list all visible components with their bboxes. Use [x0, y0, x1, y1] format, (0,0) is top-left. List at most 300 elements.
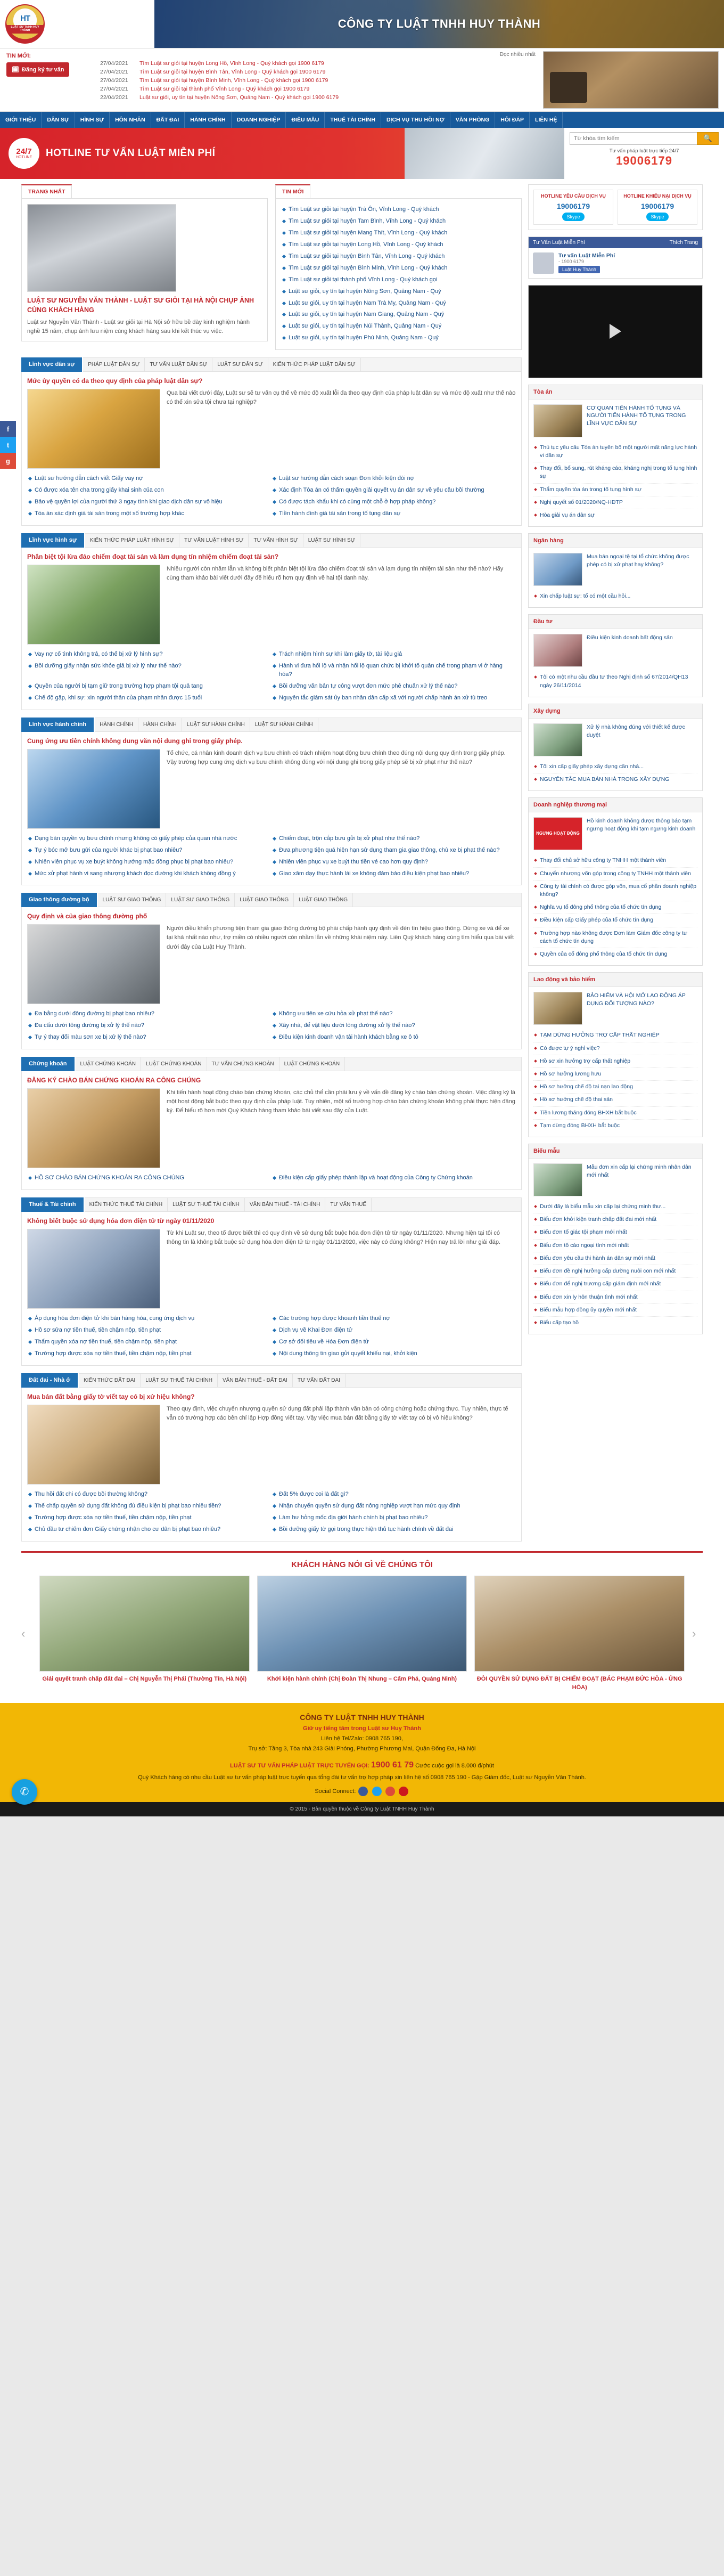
section-lead[interactable]: Quy định và của giao thông đường phố: [27, 912, 147, 920]
list-item[interactable]: [27, 1172, 272, 1184]
list-item[interactable]: [533, 590, 697, 602]
section-link[interactable]: Đưa phương tiện quá hiện hạn sử dụng tham gia giao thông, chủ xe bị phạt thế nào?: [279, 846, 500, 853]
news-title[interactable]: Tìm Luật sư giỏi tại thành phố Vĩnh Long - Quý khách gọi 1900 6179: [139, 86, 310, 92]
sidebar-link[interactable]: Dưới đây là biểu mẫu xin cấp lại chứng minh thư...: [540, 1203, 666, 1210]
section-link[interactable]: Điều kiện cấp giấy phép thành lập và hoạt động của Công ty Chứng khoán: [279, 1175, 473, 1181]
list-item[interactable]: [272, 681, 516, 692]
list-item[interactable]: [272, 692, 516, 704]
section-link[interactable]: Tự ý thay đổi màu sơn xe bị xử lý thế nào?: [35, 1034, 146, 1041]
nav-item-thu-hoi-no[interactable]: DỊCH VỤ THU HỒI NỢ: [381, 112, 450, 128]
nav-item-lien-he[interactable]: LIÊN HỆ: [530, 112, 563, 128]
list-item[interactable]: [272, 508, 516, 520]
section-link[interactable]: Mức xử phạt hành vi sang nhượng khách đọc đường khi khách không đồng ý: [35, 870, 236, 877]
section-link[interactable]: Đa cấu dưới tông đường bị xử lý thế nào?: [35, 1022, 144, 1029]
section-link[interactable]: Các trường hợp được khoanh tiền thuế nợ: [279, 1315, 390, 1322]
section-link[interactable]: Nhiên viên phục vụ xe buýt thu tiền vé cao hơn quy định?: [279, 858, 428, 865]
sidebar-link[interactable]: Thay đổi chủ sở hữu công ty TNHH một thành viên: [540, 857, 667, 864]
sidebar-link[interactable]: Biểu đơn tố giác tội phạm mới nhất: [540, 1229, 627, 1236]
google-plus-icon[interactable]: [385, 1787, 395, 1796]
list-item[interactable]: [272, 1172, 516, 1184]
list-item[interactable]: [272, 1524, 516, 1536]
list-item[interactable]: [533, 1042, 697, 1055]
list-item[interactable]: [533, 442, 697, 462]
section-link[interactable]: Điều kiện kinh doanh vận tải hành khách bằng xe ô tô: [279, 1034, 418, 1041]
sidebar-featured-title[interactable]: Xử lý nhà không đúng với thiết kế được duyệt: [587, 723, 685, 738]
section-link[interactable]: Có được tách khẩu khi có cùng một chỗ ở hợp pháp không?: [279, 499, 436, 506]
share-twitter-icon[interactable]: t: [0, 437, 16, 453]
new-post-link[interactable]: Luật sư giỏi, uy tín tại huyện Nông Sơn, Quảng Nam - Quý: [289, 288, 441, 295]
sidebar-link[interactable]: Tạm dừng đóng BHXH bắt buộc: [540, 1122, 620, 1129]
list-item[interactable]: [533, 881, 697, 901]
sidebar-featured-title[interactable]: Điều kiện kinh doanh bất động sản: [587, 634, 673, 641]
section-link[interactable]: Bồi dưỡng giấy tờ gọi trong thực hiện thủ tục hành chính về đất đai: [279, 1526, 454, 1532]
list-item[interactable]: [27, 1313, 272, 1325]
featured-article[interactable]: [27, 204, 262, 292]
section-link[interactable]: Hồ sơ sửa nợ tiền thuế, tiền chậm nộp, tiền phạt: [35, 1327, 161, 1334]
list-item[interactable]: [533, 868, 697, 881]
list-item[interactable]: [27, 485, 272, 496]
list-item[interactable]: [27, 1325, 272, 1336]
section-tab[interactable]: KIẾN THỨC ĐẤT ĐAI: [79, 1374, 141, 1387]
list-item[interactable]: [281, 274, 516, 286]
list-item[interactable]: [272, 1020, 516, 1032]
section-link[interactable]: Thu hồi đất chi có được bồi thường không?: [35, 1490, 148, 1497]
list-item[interactable]: [27, 1008, 272, 1020]
sidebar-link[interactable]: Nghĩa vụ tổ đông phổ thông của tổ chức tín dụng: [540, 904, 662, 911]
section-tab[interactable]: LUẬT SƯ HÀNH CHÍNH: [182, 718, 250, 731]
section-link[interactable]: Tự ý bóc mở bưu gửi của người khác bị phạt bao nhiêu?: [35, 846, 183, 853]
section-link[interactable]: Luật sư hướng dẫn cách viết Giấy vay nợ: [35, 475, 143, 482]
list-item[interactable]: [533, 1055, 697, 1068]
list-item[interactable]: [533, 496, 697, 509]
call-fab-button[interactable]: [12, 1779, 37, 1805]
section-tab[interactable]: KIẾN THỨC PHÁP LUẬT DÂN SỰ: [268, 358, 361, 371]
sidebar-featured[interactable]: [533, 1163, 697, 1196]
list-item[interactable]: [272, 1008, 516, 1020]
nav-item-van-phong[interactable]: VĂN PHÒNG: [450, 112, 496, 128]
list-item[interactable]: [272, 496, 516, 508]
featured-title[interactable]: LUẬT SƯ NGUYỄN VĂN THÀNH - LUẬT SƯ GIỎI TẠI HÀ NỘI CHỤP ẢNH CÙNG KHÁCH HÀNG: [27, 297, 254, 314]
list-item[interactable]: [281, 227, 516, 239]
footer-contact[interactable]: Liên hệ Tel/Zalo: 0908 765 190,: [321, 1735, 403, 1742]
list-item[interactable]: [533, 1291, 697, 1304]
tabbar-trang-nhat[interactable]: [21, 184, 268, 198]
section-tabs[interactable]: [85, 533, 522, 548]
list-item[interactable]: [27, 1020, 272, 1032]
new-post-link[interactable]: Luật sư giỏi, uy tín tại huyện Núi Thành, Quảng Nam - Quý: [289, 323, 442, 330]
list-item[interactable]: [533, 1252, 697, 1265]
section-tab[interactable]: PHÁP LUẬT DÂN SỰ: [83, 358, 145, 371]
list-item[interactable]: [533, 1317, 697, 1329]
list-item[interactable]: [281, 251, 516, 263]
section-tab[interactable]: LUẬT CHỨNG KHOÁN: [141, 1057, 207, 1071]
tab-tin-moi[interactable]: TIN MỚI: [275, 184, 310, 198]
list-item[interactable]: [533, 1094, 697, 1106]
section-tab[interactable]: LUẬT SƯ GIAO THÔNG: [166, 893, 235, 907]
list-item[interactable]: [281, 309, 516, 321]
section-link[interactable]: Nhiên viên phục vụ xe buýt không hướng mặc đồng phục bị phạt bao nhiêu?: [35, 858, 233, 865]
tabbar-tin-moi[interactable]: [275, 184, 522, 198]
section-lead[interactable]: Mua bán đất bằng giấy tờ viết tay có bị xử hiệu không?: [27, 1392, 195, 1400]
section-lead[interactable]: Mức ủy quyền có đa theo quy định của pháp luật dân sự?: [27, 377, 203, 385]
sidebar-featured[interactable]: [533, 553, 697, 586]
nav-item-dan-su[interactable]: DÂN SỰ: [42, 112, 75, 128]
list-item[interactable]: [533, 948, 697, 960]
section-link[interactable]: Không ưu tiên xe cứu hỏa xử phạt thế nào?: [279, 1010, 393, 1017]
section-tab[interactable]: KIẾN THỨC PHÁP LUẬT HÌNH SỰ: [85, 534, 179, 547]
share-googleplus-icon[interactable]: g: [0, 453, 16, 469]
section-link[interactable]: Trường hợp được xóa nợ tiền thuế, tiền chậm nộp, tiền phạt: [35, 1350, 192, 1357]
list-item[interactable]: [281, 321, 516, 332]
new-post-link[interactable]: Luật sư giỏi, uy tín tại huyện Nam Trà My, Quảng Nam - Quý: [289, 299, 446, 306]
new-post-link[interactable]: Tìm Luật sư giỏi tại huyện Trà Ôn, Vĩnh Long - Quý khách: [289, 206, 439, 213]
hotline-complaint-number[interactable]: 19006179: [640, 201, 674, 210]
sidebar-featured-title[interactable]: BẢO HIỂM VÀ HỘI MỞ LAO ĐỘNG ÁP DỤNG ĐỐI TƯỢNG NÀO?: [587, 992, 686, 1007]
sidebar-link[interactable]: Công ty tài chính có được góp vốn, mua cổ phần doanh nghiệp không?: [540, 883, 697, 898]
list-item[interactable]: [272, 473, 516, 485]
skype-button[interactable]: Skype: [646, 213, 668, 221]
new-post-link[interactable]: Luật sư giỏi, uy tín tại huyện Phú Ninh, Quảng Nam - Quý: [289, 335, 439, 341]
section-tab[interactable]: LUẬT GIAO THÔNG: [294, 893, 353, 907]
section-tab[interactable]: TƯ VẤN CHỨNG KHOÁN: [207, 1057, 279, 1071]
sidebar-link[interactable]: Tiền lương tháng đóng BHXH bắt buộc: [540, 1109, 637, 1116]
hotline-service-number[interactable]: 19006179: [556, 201, 590, 210]
facebook-icon[interactable]: [358, 1787, 368, 1796]
sidebar-link[interactable]: Xin chấp luật sự: tổ có một cầu hỏi...: [540, 593, 631, 600]
section-link[interactable]: Trường hợp được xóa nợ tiền thuế, tiền chậm nộp, tiền phạt: [35, 1514, 192, 1521]
section-link[interactable]: Chiếm đoạt, trộn cắp bưu gửi bị xử phạt như thế nào?: [279, 835, 420, 842]
section-lead[interactable]: Cung ứng ưu tiên chính không dung văn nội dung ghi trong giấy phép.: [27, 737, 243, 745]
section-tab[interactable]: HÀNH CHÍNH: [95, 718, 138, 731]
list-item[interactable]: [272, 485, 516, 496]
header-video[interactable]: [543, 51, 719, 109]
list-item[interactable]: [533, 901, 697, 914]
list-item[interactable]: [272, 1336, 516, 1348]
section-link[interactable]: Làm hư hỏng mốc địa giới hành chính bị phạt bao nhiêu?: [279, 1514, 428, 1521]
section-link[interactable]: Dạng bản quyền vụ bưu chính nhưng không có giấy phép của quan nhà nước: [35, 835, 237, 842]
news-title[interactable]: Tìm Luật sư giỏi tại huyện Bình Minh, Vĩnh Long - Quý khách gọi 1900 6179: [139, 77, 328, 84]
sidebar-featured[interactable]: [533, 817, 697, 850]
list-item[interactable]: [533, 1240, 697, 1252]
customer-card[interactable]: [39, 1576, 250, 1684]
section-link[interactable]: Xây nhà, để vật liệu dưới lòng đường xử lý thế nào?: [279, 1022, 415, 1029]
hotline-service[interactable]: [533, 190, 613, 225]
sidebar-link[interactable]: Thủ tục yêu cầu Tòa án tuyên bố một người mất năng lực hành vi dân sự: [540, 444, 697, 459]
sidebar-featured[interactable]: [533, 404, 697, 437]
section-link[interactable]: Bồi dưỡng giấy nhận sức khỏe giả bị xử lý như thế nào?: [35, 662, 182, 669]
list-item[interactable]: [272, 868, 516, 880]
section-link[interactable]: Bồi dưỡng văn bản tự công vượt đơn mức phê chuẩn xử lý thế nào?: [279, 682, 458, 689]
list-item[interactable]: [533, 1278, 697, 1291]
sidebar-link[interactable]: Biểu đơn đề nghị hưởng cấp dưỡng nuôi con mới nhất: [540, 1268, 676, 1275]
news-title[interactable]: Tìm Luật sư giỏi tại huyện Bình Tân, Vĩnh Long - Quý khách gọi 1900 6179: [139, 69, 326, 75]
section-link[interactable]: Nhận chuyển quyền sử dụng đất nông nghiệp vượt hạn mức quy định: [279, 1502, 460, 1509]
list-item[interactable]: [272, 1313, 516, 1325]
new-post-link[interactable]: Tìm Luật sư giỏi tại huyện Bình Tân, Vĩnh Long - Quý khách: [289, 252, 445, 259]
section-link[interactable]: Tòa án xác định giá tài sản trong một số trường hợp khác: [35, 510, 185, 517]
section-link[interactable]: Áp dụng hóa đơn điện tử khi bán hàng hóa, cung ứng dịch vụ: [35, 1315, 195, 1322]
list-item[interactable]: [533, 671, 697, 691]
sidebar-link[interactable]: Biểu đơn tố cáo ngoại tình mới nhất: [540, 1242, 629, 1249]
customer-card[interactable]: [474, 1576, 685, 1692]
nav-item-hoi-dap[interactable]: HỎI ĐÁP: [495, 112, 530, 128]
sidebar-featured[interactable]: [533, 723, 697, 756]
list-item[interactable]: [27, 692, 272, 704]
list-item[interactable]: [533, 462, 697, 483]
sidebar-link[interactable]: Có được tự ý nghỉ việc?: [540, 1045, 600, 1051]
fb-like-button[interactable]: Luật Huy Thành: [558, 266, 600, 273]
sidebar-link[interactable]: Trường hợp nào không được Đơn làm Giám đốc công ty tư cách tổ chức tín dụng: [540, 930, 688, 944]
search-hotline-number[interactable]: 19006179: [616, 154, 672, 167]
carousel-next-icon[interactable]: ›: [692, 1627, 696, 1641]
section-tab[interactable]: LUẬT SƯ THUẾ TÀI CHÍNH: [141, 1374, 218, 1387]
section-tab[interactable]: TƯ VẤN ĐẤT ĐAI: [293, 1374, 345, 1387]
section-tab[interactable]: LUẬT SƯ GIAO THÔNG: [98, 893, 167, 907]
nav-item-thue-tai-chinh[interactable]: THUẾ TÀI CHÍNH: [325, 112, 381, 128]
customer-card[interactable]: [257, 1576, 467, 1684]
sidebar-link[interactable]: Biểu cấp tạo hồ: [540, 1319, 579, 1326]
section-tab[interactable]: VĂN BẢN THUẾ - TÀI CHÍNH: [245, 1198, 325, 1211]
section-link[interactable]: Nội dung thông tin giao gửi quyết khiếu nại, khởi kiện: [279, 1350, 417, 1357]
fb-like-count[interactable]: Thích Trang: [669, 239, 698, 246]
list-item[interactable]: [27, 496, 272, 508]
sidebar-link[interactable]: Tôi xin cấp giấy phép xây dựng cần nhà...: [540, 763, 644, 770]
sidebar-link[interactable]: Nghị quyết số 01/2020/NQ-HĐTP: [540, 499, 623, 506]
section-link[interactable]: Bảo vệ quyền lợi của người thứ 3 ngay tình khi giao dịch dân sự vô hiệu: [35, 499, 223, 506]
list-item[interactable]: [27, 857, 272, 868]
list-item[interactable]: [27, 1501, 272, 1512]
list-item[interactable]: [533, 773, 697, 786]
list-item[interactable]: [533, 484, 697, 496]
list-item[interactable]: [281, 263, 516, 274]
section-tab[interactable]: TƯ VẤN HÌNH SỰ: [249, 534, 303, 547]
section-link[interactable]: Thẩm quyền xóa nợ tiền thuế, tiền chậm nộp, tiền phạt: [35, 1339, 177, 1346]
section-link[interactable]: Đa bằng dưới đông đường bị phạt bao nhiêu?: [35, 1010, 154, 1017]
section-tab[interactable]: LUẬT SƯ HÌNH SỰ: [303, 534, 361, 547]
new-post-link[interactable]: Tìm Luật sư giỏi tại huyện Tam Bình, Vĩnh Long - Quý khách: [289, 217, 446, 224]
section-link[interactable]: Dịch vụ về Khai Đơn điện tử: [279, 1327, 353, 1334]
section-lead[interactable]: ĐĂNG KÝ CHÀO BÁN CHỨNG KHOÁN RA CÔNG CHÚNG: [27, 1077, 201, 1085]
sidebar-video[interactable]: [528, 285, 703, 378]
nav-item-dieu-mau[interactable]: ĐIỀU MẪU: [286, 112, 325, 128]
section-tab[interactable]: LUẬT SƯ DÂN SỰ: [212, 358, 268, 371]
sidebar-link[interactable]: Biểu đơn khởi kiện tranh chấp đất đai mới nhất: [540, 1216, 657, 1223]
sidebar-link[interactable]: Biểu mẫu hợp đồng ủy quyền mới nhất: [540, 1306, 637, 1313]
fb-page-name[interactable]: Tư vấn Luật Miễn Phí: [558, 252, 615, 259]
list-item[interactable]: [281, 332, 516, 344]
list-item[interactable]: [272, 857, 516, 868]
list-item[interactable]: [272, 1501, 516, 1512]
section-tab[interactable]: TƯ VẤN THUẾ: [325, 1198, 372, 1211]
section-tab[interactable]: TƯ VẤN LUẬT HÌNH SỰ: [179, 534, 249, 547]
footer-call-number[interactable]: 1900 61 79: [371, 1760, 414, 1770]
section-link[interactable]: Đất 5% được coi là đất gì?: [279, 1490, 349, 1497]
section-tab[interactable]: VĂN BẢN THUẾ - ĐẤT ĐAI: [218, 1374, 293, 1387]
section-link[interactable]: Giao xăm dạy thực hành lái xe không đảm bảo điều kiện phạt bao nhiêu?: [279, 870, 470, 877]
hotline-complaint[interactable]: [618, 190, 697, 225]
sidebar-link[interactable]: Biểu đơn để nghị trương cấp giám định mới nhất: [540, 1281, 661, 1287]
share-facebook-icon[interactable]: f: [0, 421, 16, 437]
section-lead[interactable]: Phân biệt tội lừa đảo chiếm đoạt tài sản và làm dụng tín nhiệm chiếm đoạt tài sản?: [27, 553, 279, 560]
sidebar-link[interactable]: NGUYÊN TẮC MUA BÁN NHÀ TRONG XÂY DỰNG: [540, 776, 670, 783]
section-tab[interactable]: KIẾN THỨC THUẾ TÀI CHÍNH: [85, 1198, 168, 1211]
list-item[interactable]: [27, 681, 272, 692]
list-item[interactable]: [27, 649, 272, 661]
section-link[interactable]: Thế chấp quyền sử dụng đất không đủ điều kiện bị phạt bao nhiêu tiền?: [35, 1502, 221, 1509]
sidebar-link[interactable]: Hồ sơ xin hưởng trợ cấp thất nghiệp: [540, 1057, 631, 1064]
sidebar-featured-title[interactable]: Mẫu đơn xin cấp lại chứng minh nhân dân mới nhất: [587, 1164, 692, 1178]
list-item[interactable]: [272, 833, 516, 845]
nav-item-gioi-thieu[interactable]: GIỚI THIỆU: [0, 112, 42, 128]
sidebar-link[interactable]: TẠM DỪNG HƯỞNG TRỢ CẤP THẤT NGHIỆP: [540, 1032, 660, 1039]
nav-item-hinh-su[interactable]: HÌNH SỰ: [75, 112, 110, 128]
sidebar-link[interactable]: Quyền của cổ đông phổ thông của tổ chức tín dụng: [540, 951, 668, 958]
social-share-rail[interactable]: [0, 421, 16, 469]
section-link[interactable]: Hành vi đưa hối lộ và nhận hối lộ quan chức bị khởi tố quản chế trong phạm vi ở hàng hóa?: [279, 662, 503, 678]
list-item[interactable]: [533, 1081, 697, 1094]
sidebar-featured-title[interactable]: Mua bán ngoại tệ tại tổ chức không được phép có bị xử phạt hay không?: [587, 553, 689, 568]
list-item[interactable]: [533, 1265, 697, 1278]
list-item[interactable]: [533, 1029, 697, 1042]
tab-trang-nhat[interactable]: TRANG NHẤT: [21, 184, 72, 198]
youtube-icon[interactable]: [399, 1787, 408, 1796]
news-item[interactable]: [100, 68, 539, 76]
list-item[interactable]: [272, 649, 516, 661]
list-item[interactable]: [281, 216, 516, 227]
list-item[interactable]: [27, 833, 272, 845]
list-item[interactable]: [27, 1032, 272, 1044]
sidebar-link[interactable]: Hồ sơ hưởng lương hưu: [540, 1070, 602, 1077]
list-item[interactable]: [533, 914, 697, 927]
new-post-link[interactable]: Tìm Luật sư giỏi tại thành phố Vĩnh Long - Quý khách gọi: [289, 276, 438, 283]
site-logo[interactable]: [0, 0, 154, 48]
list-item[interactable]: [533, 761, 697, 773]
list-item[interactable]: [533, 509, 697, 521]
sidebar-link[interactable]: Biểu đơn yêu cầu thi hành án dân sự mới nhất: [540, 1254, 655, 1261]
list-item[interactable]: [27, 1336, 272, 1348]
section-link[interactable]: HỒ SƠ CHÀO BÁN CHỨNG KHOÁN RA CÔNG CHÚNG: [35, 1175, 185, 1181]
list-item[interactable]: [272, 1489, 516, 1501]
list-item[interactable]: [27, 661, 272, 681]
section-tabs[interactable]: [79, 1373, 522, 1388]
section-link[interactable]: Tiền hành đình giá tài sản trong tố tụng dân sự: [279, 510, 401, 517]
sidebar-featured-title[interactable]: Hồ kinh doanh không được thông báo tạm ngưng hoạt động khi tạm ngưng kinh doanh: [587, 818, 696, 832]
news-title[interactable]: Luật sư giỏi, uy tín tại huyện Nông Sơn, Quảng Nam - Quý khách gọi 1900 6179: [139, 94, 339, 101]
list-item[interactable]: [27, 868, 272, 880]
section-tabs[interactable]: [85, 1197, 522, 1212]
section-link[interactable]: Vay nợ cố tình không trả, có thể bị xử lý hình sự?: [35, 651, 163, 657]
section-tab[interactable]: LUẬT SƯ THUẾ TÀI CHÍNH: [168, 1198, 245, 1211]
carousel-prev-icon[interactable]: ‹: [21, 1627, 26, 1641]
list-item[interactable]: [272, 845, 516, 857]
section-link[interactable]: Quyền của người bị tạm giữ trong trường hợp phạm tội quả tang: [35, 682, 203, 689]
section-link[interactable]: Xác định Tòa án có thẩm quyền giải quyết vụ án dân sự về yêu cầu bồi thường: [279, 487, 484, 494]
news-item[interactable]: [100, 76, 539, 85]
section-lead[interactable]: Không biết buộc sử dụng hóa đơn điện tử từ ngày 01/11/2020: [27, 1217, 215, 1225]
section-tabs[interactable]: [98, 893, 522, 907]
new-post-link[interactable]: Tìm Luật sư giỏi tại huyện Long Hồ, Vĩnh Long - Quý khách: [289, 241, 443, 248]
section-tab[interactable]: LUẬT SƯ HÀNH CHÍNH: [250, 718, 318, 731]
register-consult-button[interactable]: [6, 62, 69, 77]
list-item[interactable]: [533, 854, 697, 867]
section-tabs[interactable]: [83, 357, 522, 372]
list-item[interactable]: [272, 1348, 516, 1360]
list-item[interactable]: [27, 1524, 272, 1536]
section-tabs[interactable]: [95, 718, 522, 732]
section-link[interactable]: Trách nhiệm hình sự khi làm giấy tờ, tài liệu giả: [279, 651, 402, 657]
skype-button[interactable]: Skype: [562, 213, 584, 221]
list-item[interactable]: [272, 1512, 516, 1524]
list-item[interactable]: [533, 927, 697, 948]
list-item[interactable]: [272, 661, 516, 681]
sidebar-link[interactable]: Hòa giải vụ án dân sự: [540, 512, 595, 518]
new-post-link[interactable]: Tìm Luật sư giỏi tại huyện Mang Thít, Vĩnh Long - Quý khách: [289, 229, 448, 236]
sidebar-featured[interactable]: [533, 634, 697, 667]
list-item[interactable]: [281, 204, 516, 216]
news-item[interactable]: [100, 93, 539, 102]
list-item[interactable]: [281, 286, 516, 298]
list-item[interactable]: [27, 1348, 272, 1360]
sidebar-link[interactable]: Hồ sơ hưởng chế độ thai sản: [540, 1096, 613, 1103]
nav-item-doanh-nghiep[interactable]: DOANH NGHIỆP: [232, 112, 286, 128]
new-post-link[interactable]: Luật sư giỏi, uy tín tại huyện Nam Giang, Quảng Nam - Quý: [289, 311, 445, 318]
sidebar-link[interactable]: Biểu đơn xin ly hôn thuận tình mới nhất: [540, 1293, 638, 1300]
list-item[interactable]: [533, 1226, 697, 1239]
section-tab[interactable]: HÀNH CHÍNH: [138, 718, 182, 731]
nav-item-hon-nhan[interactable]: HÔN NHÂN: [110, 112, 151, 128]
search-button[interactable]: [697, 132, 719, 145]
news-item[interactable]: [100, 85, 539, 93]
news-title[interactable]: Tìm Luật sư giỏi tại huyện Long Hồ, Vĩnh Long - Quý khách gọi 1900 6179: [139, 60, 324, 67]
sidebar-link[interactable]: Thẩm quyền tòa án trong tố tụng hình sự: [540, 486, 641, 493]
list-item[interactable]: [533, 1107, 697, 1120]
section-tabs[interactable]: [76, 1057, 522, 1071]
list-item[interactable]: [281, 298, 516, 309]
section-tab[interactable]: LUẬT GIAO THÔNG: [235, 893, 294, 907]
sidebar-link[interactable]: Tôi có một nhu cầu đầu tư theo Nghị định số 67/2014/QH13 ngày 26/11/2014: [540, 674, 688, 689]
sidebar-link[interactable]: Hồ sơ hưởng chế độ tai nạn lao động: [540, 1083, 633, 1090]
twitter-icon[interactable]: [372, 1787, 382, 1796]
list-item[interactable]: [272, 1032, 516, 1044]
list-item[interactable]: [27, 473, 272, 485]
section-tab[interactable]: LUẬT CHỨNG KHOÁN: [76, 1057, 141, 1071]
list-item[interactable]: [27, 508, 272, 520]
section-link[interactable]: Chế độ gặp, khi sự: xin người thân của phạm nhân được 15 tuổi: [35, 694, 202, 701]
section-link[interactable]: Cơ sở đối tiêu về Hóa Đơn điện tử: [279, 1339, 369, 1346]
sidebar-featured-title[interactable]: CƠ QUAN TIẾN HÀNH TỐ TỤNG VÀ NGƯỜI TIẾN HÀNH TỐ TỤNG TRONG LĨNH VỰC DÂN SỰ: [587, 404, 686, 427]
list-item[interactable]: [533, 1201, 697, 1213]
main-navigation[interactable]: [0, 112, 724, 128]
list-item[interactable]: [27, 1489, 272, 1501]
sidebar-link[interactable]: Chuyển nhượng vốn góp trong công ty TNHH một thành viên: [540, 870, 691, 877]
section-tab[interactable]: TƯ VẤN LUẬT DÂN SỰ: [145, 358, 212, 371]
list-item[interactable]: [27, 1512, 272, 1524]
list-item[interactable]: [281, 239, 516, 251]
news-item[interactable]: [100, 59, 539, 68]
list-item[interactable]: [272, 1325, 516, 1336]
sidebar-featured[interactable]: [533, 992, 697, 1025]
list-item[interactable]: [533, 1120, 697, 1132]
sidebar-link[interactable]: Điều kiện cấp Giấy phép của tổ chức tín dụng: [540, 917, 654, 924]
new-post-link[interactable]: Tìm Luật sư giỏi tại huyện Bình Minh, Vĩnh Long - Quý khách: [289, 264, 448, 271]
list-item[interactable]: [533, 1068, 697, 1081]
sidebar-link[interactable]: Thay đổi, bổ sung, rút kháng cáo, kháng nghị trong tố tụng hình sự: [540, 465, 697, 480]
section-link[interactable]: Nguyên tắc giám sát ủy ban nhân dân cấp xã với người chấp hành án xử tù treo: [279, 694, 488, 701]
list-item[interactable]: [533, 1213, 697, 1226]
list-item[interactable]: [533, 1304, 697, 1317]
section-link[interactable]: Có được xóa tên cha trong giấy khai sinh của con: [35, 487, 164, 494]
search-input[interactable]: [570, 132, 697, 145]
